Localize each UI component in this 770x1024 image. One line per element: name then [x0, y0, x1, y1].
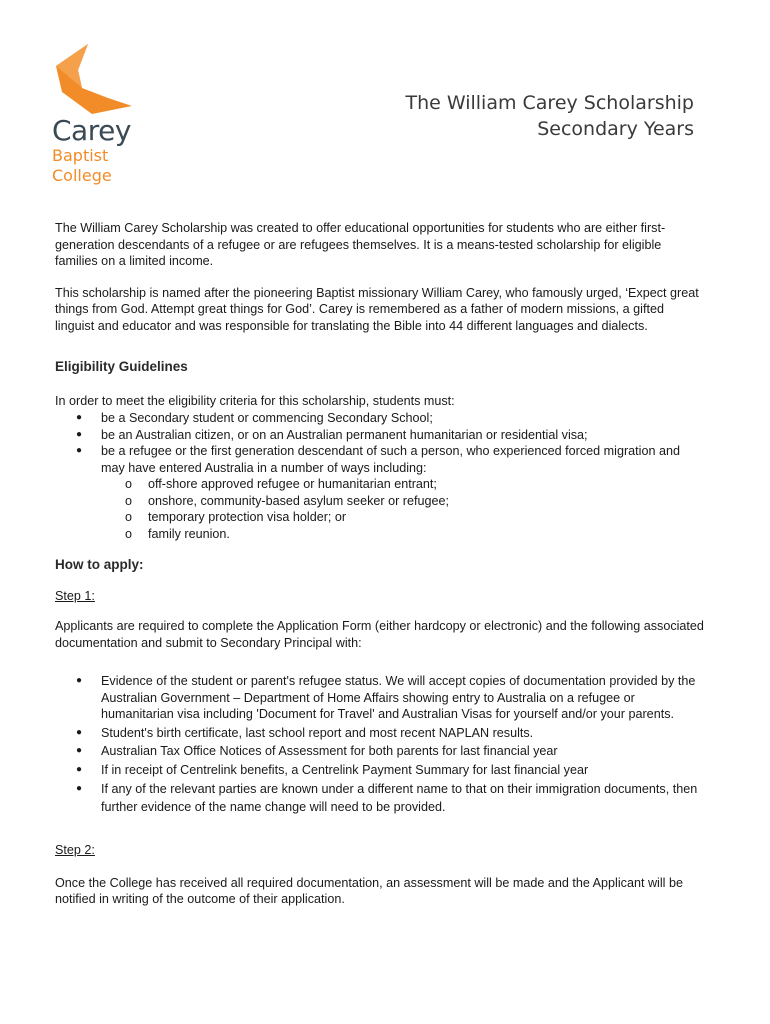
- step-2-text: Once the College has received all required documentation, an assessment will be made and the Applicant will be notified in writing of the outcome of their application.: [55, 875, 683, 906]
- list-item-text: be a refugee or the first generation descendant of such a person, who experienced forced migration and may have entered Australia in a number of ways including:: [101, 444, 680, 475]
- college-logo: [52, 44, 152, 186]
- eligibility-intro: In order to meet the eligibility criteria for this scholarship, students must:: [55, 393, 455, 408]
- sub-list-item: o onshore, community-based asylum seeker or refugee;: [55, 493, 705, 510]
- intro-paragraph: The William Carey Scholarship was created to offer educational opportunities for students who are either first-generation descendants of a refugee or are refugees themselves. It is a means-tested scholarship for eligible families on a limited income.: [55, 221, 666, 268]
- step-1-text: Applicants are required to complete the Application Form (either hardcopy or electronic) and the following associated documentation and submit to Secondary Principal with:: [55, 619, 704, 650]
- sub-list-item: o off-shore approved refugee or humanitarian entrant;: [55, 476, 705, 493]
- step-2-label: Step 2:: [55, 843, 95, 857]
- list-item: ● Student's birth certificate, last school report and most recent NAPLAN results.: [55, 725, 705, 742]
- list-item: ● be an Australian citizen, or on an Australian permanent humanitarian or residential visa;: [55, 427, 705, 444]
- sub-list-item: o family reunion.: [55, 526, 705, 543]
- logo-name: Carey: [52, 114, 131, 147]
- sub-list-item: o temporary protection visa holder; or: [55, 509, 705, 526]
- list-item: ● If in receipt of Centrelink benefits, a Centrelink Payment Summary for last financial year: [55, 762, 705, 779]
- eligibility-list: [55, 410, 705, 542]
- title-line-2: Secondary Years: [537, 118, 694, 140]
- list-item: ● Evidence of the student or parent's refugee status. We will accept copies of documentation provided by the Australian Government – Department of Home Affairs showing entry to Australia on a refugee or humanitarian visa including 'Document for Travel' and Australian Visas for yourself and/or your parents.: [55, 673, 705, 723]
- how-to-apply-heading: How to apply:: [55, 557, 144, 572]
- eligibility-sublist: [55, 476, 705, 542]
- list-item: ● be a Secondary student or commencing Secondary School;: [55, 410, 705, 427]
- step-1-label: Step 1:: [55, 588, 95, 603]
- eligibility-heading: Eligibility Guidelines: [55, 359, 188, 374]
- document-body: [55, 220, 705, 908]
- list-item: [55, 443, 705, 542]
- logo-sub-baptist: Baptist: [52, 146, 109, 165]
- list-item: ● Australian Tax Office Notices of Assessment for both parents for last financial year: [55, 743, 705, 760]
- namesake-paragraph: This scholarship is named after the pioneering Baptist missionary William Carey, who famously urged, ‘Expect great things from God. Attempt great things for God’. Carey is remembered as a father of modern missions, a gifted linguist and educator and was responsible for translating the Bible into 44 different languages and dialects.: [55, 285, 699, 333]
- carey-logo-mark-icon: [52, 44, 134, 114]
- document-title: [405, 90, 694, 142]
- documentation-list: [55, 673, 705, 816]
- logo-sub-college: College: [52, 166, 112, 185]
- title-line-1: The William Carey Scholarship: [405, 92, 694, 114]
- list-item: ● If any of the relevant parties are known under a different name to that on their immigration documents, then further evidence of the name change will need to be provided.: [55, 780, 705, 816]
